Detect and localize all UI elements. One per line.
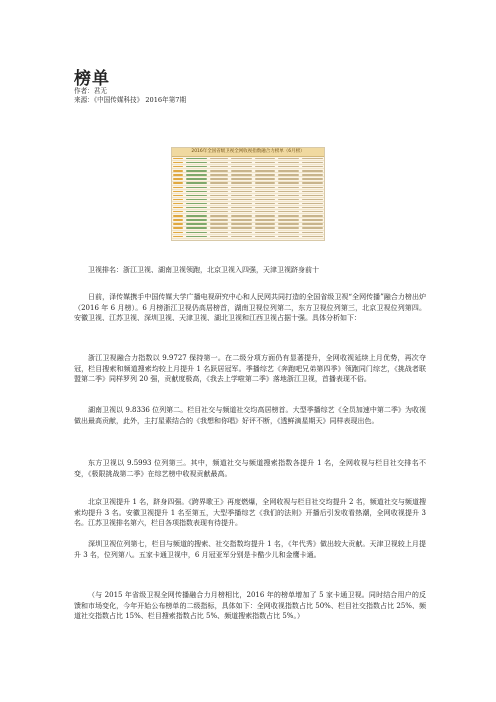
- ranking-table-cell-text: [231, 158, 252, 159]
- ranking-table-cell-text: [210, 203, 229, 204]
- ranking-table-cell-text: [278, 203, 299, 204]
- ranking-table-cell-text: [231, 211, 252, 212]
- ranking-table-cell-text: [302, 232, 323, 233]
- ranking-table-cell-text: [210, 211, 229, 212]
- ranking-table-cell-text: [255, 162, 276, 163]
- ranking-table-cell-text: [231, 223, 252, 224]
- ranking-table-cell-text: [210, 207, 229, 208]
- ranking-table-cell-text: [231, 227, 252, 228]
- ranking-table-cell-text: [210, 232, 229, 233]
- ranking-table-cell-text: [302, 199, 323, 200]
- ranking-table-cell-text: [173, 227, 184, 228]
- ranking-table-cell-text: [278, 166, 299, 167]
- ranking-table-cell-text: [186, 211, 207, 212]
- ranking-table-cell-text: [173, 203, 184, 204]
- ranking-table-cell-text: [278, 170, 299, 171]
- ranking-table-cell-text: [173, 182, 184, 183]
- ranking-table-cell-text: [302, 236, 323, 237]
- ranking-table-cell-text: [278, 178, 299, 179]
- ranking-table-cell-text: [302, 207, 323, 208]
- ranking-table-cell-text: [255, 170, 276, 171]
- ranking-table-cell-text: [231, 195, 252, 196]
- ranking-table-cell-text: [186, 219, 207, 220]
- ranking-table-cell-text: [278, 162, 299, 163]
- ranking-table-cell-text: [231, 240, 252, 241]
- ranking-table-cell-text: [186, 170, 207, 171]
- ranking-table-cell-text: [210, 174, 229, 175]
- ranking-table-grid: [172, 157, 324, 241]
- ranking-table-cell-text: [231, 191, 252, 192]
- ranking-table-cell-text: [302, 203, 323, 204]
- paragraph-beijing: 北京卫视提升 1 名，跻身四强。《跨界歌王》再度燃爆，全网收视与栏目社交均提升 2 名，频道社交与频道搜索均提升 3 名。安徽卫视提升 1 名至第五，大型季播综艺《我们的法则》开播后引发收看热潮，全网收视提升 3 名。江苏卫视排名第六，栏目各项指数表现有待提升。: [74, 498, 426, 527]
- paragraph-zhejiang: 浙江卫视融合力指数以 9.9727 保持第一。在二级分项方面仍有显著提升，全网收视延续上月优势，再次夺冠，栏目搜索和频道搜索均较上月提升 1 名跃居冠军。季播综艺《奔跑吧兄弟第四季》领跑同门综艺，《挑战者联盟第二季》同样罗列 20 强，贡献度极高，《我去上学啦第二季》落地浙江卫视，首播表现不俗。: [74, 354, 426, 383]
- ranking-table-cell-text: [173, 162, 184, 163]
- ranking-table-cell-text: [255, 227, 276, 228]
- ranking-table-cell-text: [186, 199, 207, 200]
- paragraph-intro: 日前，泽传媒携手中国传媒大学广播电视研究中心和人民网共同打造的全国省级卫视“全网传播”融合力榜出炉（2016 年 6 月榜）。6 月榜浙江卫视仍高居榜首，湖南卫视位列第二，东方卫视位列第三，北京卫视位列第四。安徽卫视、江苏卫视、深圳卫视、天津卫视、湖北卫视和江西卫视占据十强。具体分析如下：: [74, 293, 426, 322]
- ranking-table-cell-text: [278, 207, 299, 208]
- ranking-table-cell-text: [173, 232, 184, 233]
- ranking-table-cell-text: [173, 199, 184, 200]
- ranking-table-cell-text: [231, 199, 252, 200]
- ranking-table-cell-text: [278, 219, 299, 220]
- ranking-table-cell-text: [186, 178, 207, 179]
- ranking-table-cell-text: [173, 219, 184, 220]
- ranking-table-cell-text: [210, 223, 229, 224]
- paragraph-dongfang: 东方卫视以 9.5993 位列第三。其中，频道社交与频道搜索指数各提升 1 名，全网收视与栏目社交排名不变，《极限挑战第二季》在综艺榜中收视贡献最高。: [74, 459, 426, 478]
- ranking-table-cell-text: [186, 191, 207, 192]
- ranking-table-cell: [208, 238, 229, 241]
- ranking-table-cell-text: [255, 236, 276, 237]
- ranking-table-row: [172, 238, 324, 241]
- ranking-table-cell-text: [210, 191, 229, 192]
- ranking-table-cell-text: [186, 195, 207, 196]
- ranking-table-cell-text: [255, 219, 276, 220]
- ranking-table-cell-text: [186, 223, 207, 224]
- ranking-table-cell-text: [302, 182, 323, 183]
- article-title: 榜单: [74, 69, 110, 89]
- ranking-table-cell-text: [173, 191, 184, 192]
- ranking-table-cell: [253, 238, 277, 241]
- ranking-table-cell-text: [231, 207, 252, 208]
- ranking-table-cell-text: [278, 195, 299, 196]
- ranking-table-cell-text: [278, 236, 299, 237]
- ranking-table-cell-text: [302, 166, 323, 167]
- ranking-table-cell-text: [231, 236, 252, 237]
- ranking-table-cell-text: [255, 232, 276, 233]
- ranking-table-cell-text: [255, 199, 276, 200]
- ranking-table-cell-text: [278, 199, 299, 200]
- ranking-table-cell-text: [302, 158, 323, 159]
- ranking-table-cell-text: [302, 195, 323, 196]
- ranking-table-cell-text: [186, 227, 207, 228]
- ranking-table-cell-text: [186, 236, 207, 237]
- ranking-table-cell-text: [210, 182, 229, 183]
- ranking-table-cell-text: [302, 240, 323, 241]
- ranking-table-cell-text: [173, 240, 184, 241]
- ranking-table-cell-text: [210, 195, 229, 196]
- ranking-table-cell-text: [186, 158, 207, 159]
- paragraph-note: （与 2015 年省级卫视全网传播融合力月榜相比，2016 年的榜单增加了 5 家卡通卫视。同时结合用户的反馈和市场变化，今年开始公布榜单的二级指标，具体如下：全网收视指数占比 50%、栏目社交指数占比 25%、频道社交指数占比 15%、栏目搜索指数占比 5%、频道搜索指数占比 5%。）: [74, 591, 426, 620]
- ranking-table-cell-text: [186, 232, 207, 233]
- ranking-table-cell-text: [173, 178, 184, 179]
- ranking-table-cell-text: [210, 170, 229, 171]
- ranking-table-cell-text: [278, 232, 299, 233]
- ranking-table-cell-text: [210, 236, 229, 237]
- ranking-table-cell-text: [186, 207, 207, 208]
- author-line: 作者：君无: [74, 87, 107, 95]
- ranking-table-cell-text: [173, 174, 184, 175]
- ranking-table-cell-text: [255, 166, 276, 167]
- ranking-table-cell-text: [302, 211, 323, 212]
- ranking-table-cell: [277, 238, 301, 241]
- ranking-table-cell-text: [173, 166, 184, 167]
- ranking-table-cell-text: [231, 178, 252, 179]
- ranking-table-cell-text: [186, 203, 207, 204]
- ranking-table-cell-text: [302, 191, 323, 192]
- ranking-table-cell-text: [255, 178, 276, 179]
- ranking-table-cell-text: [255, 203, 276, 204]
- ranking-table-cell-text: [186, 174, 207, 175]
- ranking-table-cell-text: [255, 207, 276, 208]
- paragraph-summary: 卫视排名：浙江卫视、湖南卫视领跑，北京卫视入四强，天津卫视跻身前十: [88, 266, 319, 274]
- ranking-table-cell-text: [255, 191, 276, 192]
- ranking-table-cell-text: [255, 211, 276, 212]
- ranking-table-cell: [230, 238, 254, 241]
- ranking-table-cell: [172, 238, 184, 241]
- ranking-table-cell-text: [186, 215, 207, 216]
- ranking-table-cell-text: [231, 232, 252, 233]
- ranking-table-cell-text: [186, 166, 207, 167]
- ranking-table-cell-text: [278, 158, 299, 159]
- ranking-table-cell-text: [302, 170, 323, 171]
- ranking-table-cell-text: [278, 187, 299, 188]
- ranking-table-cell-text: [255, 182, 276, 183]
- ranking-table-cell-text: [210, 219, 229, 220]
- ranking-table-cell-text: [255, 223, 276, 224]
- ranking-table-cell-text: [173, 207, 184, 208]
- ranking-table-cell-text: [302, 215, 323, 216]
- source-line: 来源：《中国传媒科技》 2016年第7期: [74, 96, 187, 104]
- ranking-table-cell-text: [231, 166, 252, 167]
- ranking-table-cell: [300, 238, 324, 241]
- ranking-table-cell-text: [173, 211, 184, 212]
- ranking-table-cell-text: [255, 195, 276, 196]
- ranking-table-cell-text: [210, 215, 229, 216]
- ranking-table-cell-text: [278, 227, 299, 228]
- ranking-table-cell-text: [210, 240, 229, 241]
- ranking-table-cell-text: [173, 223, 184, 224]
- ranking-table-cell-text: [186, 182, 207, 183]
- ranking-table-cell-text: [231, 182, 252, 183]
- ranking-table-cell-text: [210, 178, 229, 179]
- ranking-table-cell: [184, 238, 208, 241]
- ranking-table-cell-text: [278, 174, 299, 175]
- paragraph-shenzhen: 深圳卫视位列第七，栏目与频道的搜索、社交指数均提升 1 名，《年代秀》做出较大贡献。天津卫视较上月提升 3 名，位列第八。五家卡通卫视中，6 月冠亚军分别是卡酷少儿和金鹰卡通。: [74, 540, 426, 559]
- ranking-table-cell-text: [231, 215, 252, 216]
- ranking-table-cell-text: [210, 187, 229, 188]
- ranking-table-cell-text: [255, 240, 276, 241]
- ranking-table-cell-text: [186, 162, 207, 163]
- ranking-table-caption: 2016年全国省级卫视全网收视指数融合力榜单（6月榜）: [172, 148, 324, 157]
- ranking-table-cell-text: [231, 162, 252, 163]
- ranking-table-cell-text: [278, 215, 299, 216]
- ranking-table-cell-text: [255, 174, 276, 175]
- ranking-table-cell-text: [278, 223, 299, 224]
- ranking-table-cell-text: [302, 162, 323, 163]
- ranking-table-cell-text: [186, 187, 207, 188]
- ranking-table-cell-text: [302, 174, 323, 175]
- ranking-table-cell-text: [278, 240, 299, 241]
- ranking-table-cell-text: [255, 215, 276, 216]
- ranking-table-cell-text: [278, 211, 299, 212]
- ranking-table-cell-text: [210, 158, 229, 159]
- ranking-table-cell-text: [173, 170, 184, 171]
- ranking-table-cell-text: [173, 187, 184, 188]
- ranking-table-cell-text: [210, 162, 229, 163]
- ranking-table-cell-text: [231, 174, 252, 175]
- ranking-table-cell-text: [255, 158, 276, 159]
- ranking-table-cell-text: [231, 219, 252, 220]
- ranking-table-cell-text: [231, 170, 252, 171]
- ranking-table-cell-text: [210, 199, 229, 200]
- ranking-table-cell-text: [302, 219, 323, 220]
- ranking-table-cell-text: [173, 236, 184, 237]
- ranking-table-cell-text: [173, 158, 184, 159]
- ranking-table-cell-text: [173, 215, 184, 216]
- ranking-table-cell-text: [186, 240, 207, 241]
- ranking-table-cell-text: [278, 191, 299, 192]
- ranking-table-image: [171, 147, 325, 241]
- ranking-table-cell-text: [173, 195, 184, 196]
- ranking-table-cell-text: [278, 182, 299, 183]
- ranking-table-cell-text: [231, 203, 252, 204]
- ranking-table-cell-text: [302, 178, 323, 179]
- paragraph-hunan: 湖南卫视以 9.8336 位列第二。栏目社交与频道社交均高居榜首。大型季播综艺《全员加速中第二季》为收视做出最高贡献，此外，主打星素结合的《我想和你唱》好评不断，《透鲜滴星期天》同样表现出色。: [74, 406, 426, 425]
- ranking-table-cell-text: [302, 227, 323, 228]
- ranking-table-cell-text: [302, 187, 323, 188]
- ranking-table-cell-text: [231, 187, 252, 188]
- ranking-table-cell-text: [302, 223, 323, 224]
- ranking-table-cell-text: [210, 227, 229, 228]
- ranking-table-cell-text: [255, 187, 276, 188]
- ranking-table-cell-text: [210, 166, 229, 167]
